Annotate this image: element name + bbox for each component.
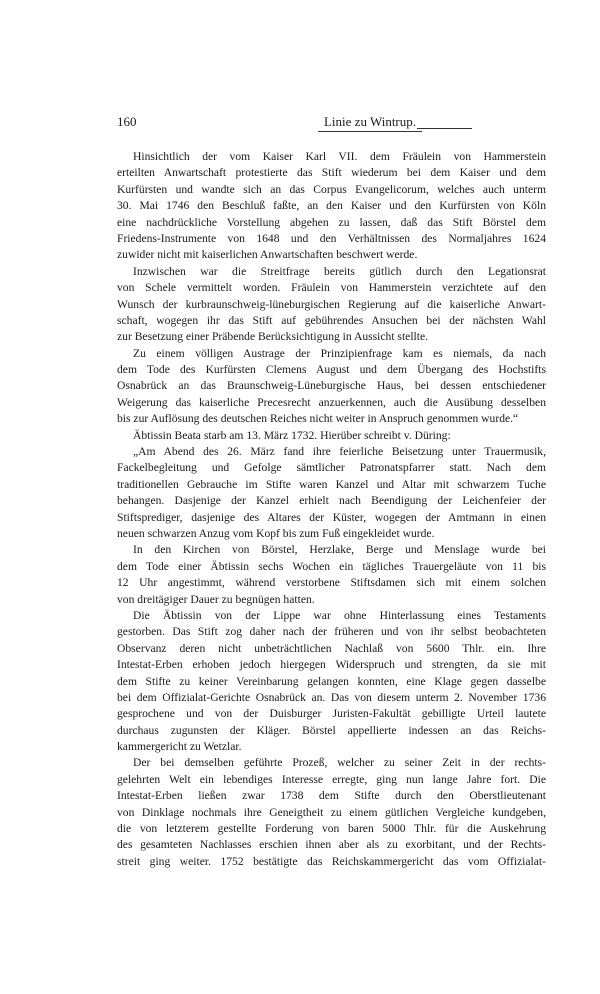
text-line: zur Besetzung einer Präbende Berücksichtigung in Aussicht stellte.: [117, 330, 429, 344]
text-line: des gesamteten Nachlasses erschien ihnen aber als zu exorbitant, und der Rechts-: [117, 838, 546, 852]
body-text: [117, 149, 546, 870]
text-line: bis zur Auflösung des deutschen Reiches nicht weiter in Anspruch genommen wurde.“: [117, 412, 519, 426]
text-line: bei dem Offizialat-Gerichte Osnabrück an. Das von diesem unterm 2. November 1736: [117, 690, 546, 704]
text-line: Weigerung das kaiserliche Precesrecht anzuerkennen, auch die Ausübung desselben: [117, 395, 546, 409]
text-line: gestorben. Das Stift zog daher nach der früheren und von ihr selbst beobachteten: [117, 625, 546, 639]
text-line: erteilten Anwartschaft protestierte das Stift wiederum bei dem Kaiser und dem: [117, 166, 546, 180]
text-line: Die Äbtissin von der Lippe war ohne Hinterlassung eines Testaments: [133, 608, 546, 622]
paragraph: [117, 149, 546, 264]
text-line: dem Tode einer Äbtissin sechs Wochen ein tägliches Trauergeläute von 11 bis: [117, 559, 546, 573]
paragraph: [117, 346, 546, 428]
text-line: gelehrten Welt ein lebendiges Interesse erregte, ging nun lange Jahre fort. Die: [117, 772, 546, 786]
text-line: Osnabrück an das Braunschweig-Lüneburgische Haus, bei dessen entschiedener: [117, 379, 546, 393]
page-header: [117, 112, 547, 132]
text-line: Friedens-Instrumente von 1648 und den Verhältnissen des Normaljahres 1624: [117, 231, 546, 245]
text-line: Intestat-Erben erhoben jedoch hiergegen Widerspruch und strengten, da sie mit: [117, 658, 546, 672]
text-line: von Schele vermittelt worden. Fräulein von Hammerstein verzichtete auf den: [117, 281, 546, 295]
text-line: eine nachdrückliche Vorstellung abgehen zu lassen, daß das Stift Börstel dem: [117, 215, 546, 229]
text-line: traditionellen Gebrauche im Stifte waren Kanzel und Altar mit schwarzem Tuche: [117, 477, 546, 491]
text-line: schaft, wogegen ihr das Stift auf gebührendes Ansuchen bei der nächsten Wahl: [117, 313, 546, 327]
paragraph: [117, 444, 546, 542]
text-line: Hinsichtlich der vom Kaiser Karl VII. dem Fräulein von Hammerstein: [133, 150, 546, 163]
paragraph: [117, 428, 546, 444]
text-line: Intestat-Erben ließen zwar 1738 dem Stifte durch den Oberstlieutenant: [117, 789, 546, 803]
text-line: die von letzterem gestellte Forderung von baren 5000 Thlr. für die Auskehrung: [117, 822, 546, 836]
text-line: von dreitägiger Dauer zu begnügen hatten.: [117, 592, 315, 606]
text-line: Observanz deren nicht unbeträchtlichen Nachlaß von 5600 Thlr. ein. Ihre: [117, 641, 546, 655]
paragraph: [117, 264, 546, 346]
text-line: streit ging weiter. 1752 bestätigte das Reichskammergericht das vom Offizialat-: [117, 854, 546, 868]
text-line: Der bei demselben geführte Prozeß, welcher zu seiner Zeit in der rechts-: [133, 756, 546, 770]
header-rule: [417, 128, 472, 129]
text-line: „Am Abend des 26. März fand ihre feierliche Beisetzung unter Trauermusik,: [133, 445, 546, 459]
text-line: Inzwischen war die Streitfrage bereits gütlich durch den Legationsrat: [133, 264, 546, 278]
text-line: 12 Uhr angestimmt, während verstorbene Stiftsdamen sich mit einem solchen: [117, 576, 546, 590]
text-line: dem Tode des Kurfürsten Clemens August und dem Übergang des Hochstifts: [117, 363, 546, 377]
text-line: durchaus zugunsten der Kläger. Börstel appellierte indessen an das Reichs-: [117, 723, 546, 737]
text-line: behangen. Dasjenige der Kanzel erhielt nach Beendigung der Leichenfeier der: [117, 494, 546, 508]
text-line: In den Kirchen von Börstel, Herzlake, Berge und Menslage wurde bei: [133, 543, 546, 557]
paragraph: [117, 608, 546, 756]
text-line: Kurfürsten und wandte sich an das Corpus Evangelicorum, welches auch unterm: [117, 182, 546, 196]
text-line: gesprochene und von der Duisburger Juristen-Fakultät gebilligte Urteil lautete: [117, 707, 546, 721]
text-line: neuen schwarzen Anzug vom Kopf bis zum Fuß eingekleidet wurde.: [117, 526, 435, 540]
text-line: Stiftsprediger, dasjenige des Altares der Küster, wogegen der Amtmann in einen: [117, 510, 546, 524]
text-line: Fackelbegleitung und Gefolge sämtlicher Patronatspfarrer statt. Nach dem: [117, 461, 546, 475]
text-line: von Dinklage nochmals ihre Geneigtheit zu einem gütlichen Vergleiche kundgeben,: [117, 805, 546, 819]
text-line: dem Stifte zu keiner Vereinbarung gelangen konnten, eine Klage gegen dasselbe: [117, 674, 546, 688]
paragraph: [117, 755, 546, 870]
text-line: 30. Mai 1746 den Beschluß faßte, an den Kaiser und den Kurfürsten von Köln: [117, 199, 546, 213]
text-line: Wunsch der kurbraunschweig-lüneburgischen Regierung auf die kaiserliche Anwart-: [117, 297, 546, 311]
text-line: Äbtissin Beata starb am 13. März 1732. Hierüber schreibt v. Düring:: [133, 428, 451, 442]
text-line: zuwider nicht mit kaiserlichen Anwartschaften beschwert werde.: [117, 248, 418, 262]
text-line: Zu einem völligen Austrage der Prinzipienfrage kam es niemals, da nach: [133, 346, 546, 360]
running-title: Linie zu Wintrup.: [318, 114, 422, 132]
page-number: 160: [117, 114, 137, 129]
text-line: kammergericht zu Wetzlar.: [117, 740, 242, 754]
paragraph: [117, 542, 546, 608]
